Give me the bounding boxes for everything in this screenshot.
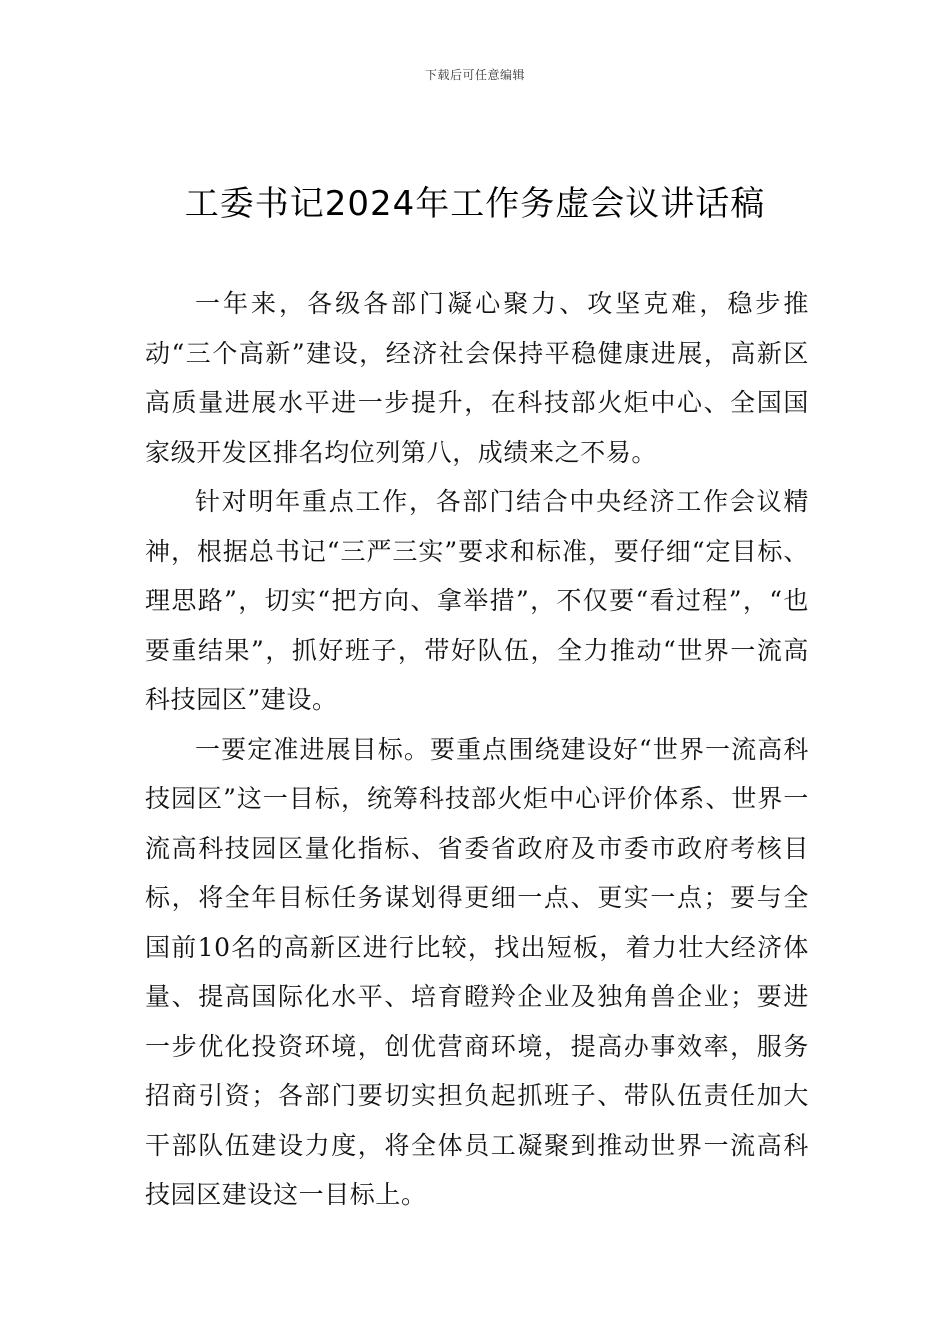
document-body [145,279,809,1220]
header-note: 下载后可任意编辑 [424,68,525,82]
paragraph-2: 针对明年重点工作，各部门结合中央经济工作会议精神，根据总书记“三严三实”要求和标准，要仔细“定目标、理思路”，切实“把方向、拿举措”，不仅要“看过程”，“也要重结果”，抓好班子，带好队伍，全力推动“世界一流高科技园区”建设。 [145,487,809,714]
paragraph-3: 一要定准进展目标。要重点围绕建设好“世界一流高科技园区”这一目标，统筹科技部火炬中心评价体系、世界一流高科技园区量化指标、省委省政府及市委市政府考核目标，将全年目标任务谋划得更细一点、更实一点；要与全国前10名的高新区进行比较，找出短板，着力壮大经济体量、提高国际化水平、培育瞪羚企业及独角兽企业；要进一步优化投资环境，创优营商环境，提高办事效率，服务招商引资；各部门要切实担负起抓班子、带队伍责任加大干部队伍建设力度，将全体员工凝聚到推动世界一流高科技园区建设这一目标上。 [145,734,809,1209]
document-title: 工委书记2024年工作务虚会议讲话稿 [184,184,766,224]
paragraph-1: 一年来，各级各部门凝心聚力、攻坚克难，稳步推动“三个高新”建设，经济社会保持平稳健康进展，高新区高质量进展水平进一步提升，在科技部火炬中心、全国国家级开发区排名均位列第八，成绩来之不易。 [145,289,809,467]
